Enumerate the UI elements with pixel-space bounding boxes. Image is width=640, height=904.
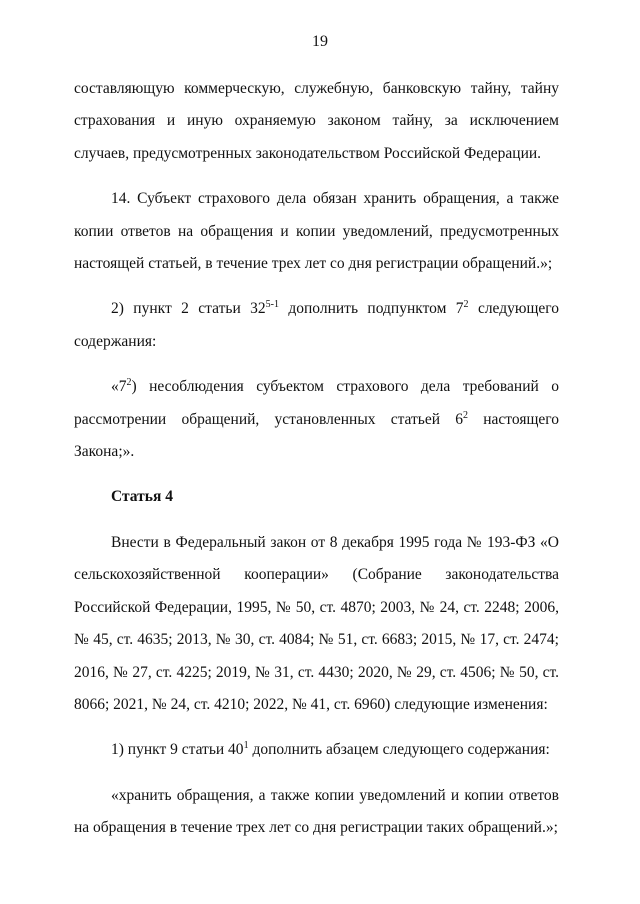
superscript: 2 (126, 377, 132, 389)
text-run: 2) пункт 2 статьи 32 (111, 300, 266, 318)
text-run: настоящего Закона;». (74, 410, 559, 461)
superscript: 2 (463, 299, 469, 311)
paragraph-subitem-7-2 (74, 371, 559, 468)
paragraph-amendment-1 (74, 734, 559, 766)
text-run: ) несоблюдения субъектом страхового дела требований о рассмотрении обращений, установленных статьей 6 (74, 378, 559, 428)
text-run: дополнить подпунктом 7 (278, 300, 464, 318)
paragraph-amendment-2 (74, 293, 559, 358)
text-run: следующего содержания: (74, 300, 559, 350)
paragraph-quoted-text: «хранить обращения, а также копии уведомлений и копии ответов на обращения в течение трех лет со дня регистрации таких обращений.»; (74, 786, 559, 837)
superscript: 2 (463, 409, 469, 421)
paragraph-article-4-intro: Внести в Федеральный закон от 8 декабря 1995 года № 193-ФЗ «О сельскохозяйственной кооперации» (Собрание законодательства Российской Федерации, 1995, № 50, ст. 4870; 2003, № 24, ст. 2248; 2006, № 45, ст. 4635; 2013, № 30, ст. 4084; № 51, ст. 6683; 2015, № 17, ст. 2474; 2016, № 27, ст. 4225; 2019, № 31, ст. 4430; 2020, № 29, ст. 4506; № 50, ст. 8066; 2021, № 24, ст. 4210; 2022, № 41, ст. 6960) следующие изменения: (74, 533, 559, 713)
paragraph-item-14: 14. Субъект страхового дела обязан хранить обращения, а также копии ответов на обращения и копии уведомлений, предусмотренных настоящей статьей, в течение трех лет со дня регистрации обращений.»; (74, 190, 559, 273)
page-number: 19 (312, 33, 328, 50)
text-run: «7 (111, 378, 127, 396)
paragraph-continuation: составляющую коммерческую, служебную, банковскую тайну, тайну страхования и иную охраняемую законом тайну, за исключением случаев, предусмотренных законодательством Российской Федерации. (74, 80, 559, 162)
superscript: 1 (243, 740, 249, 752)
article-heading: Статья 4 (111, 488, 173, 506)
text-run: 1) пункт 9 статьи 40 (111, 741, 244, 759)
text-run: дополнить абзацем следующего содержания: (248, 741, 550, 759)
superscript: 5-1 (265, 299, 279, 311)
document-body (74, 73, 559, 858)
